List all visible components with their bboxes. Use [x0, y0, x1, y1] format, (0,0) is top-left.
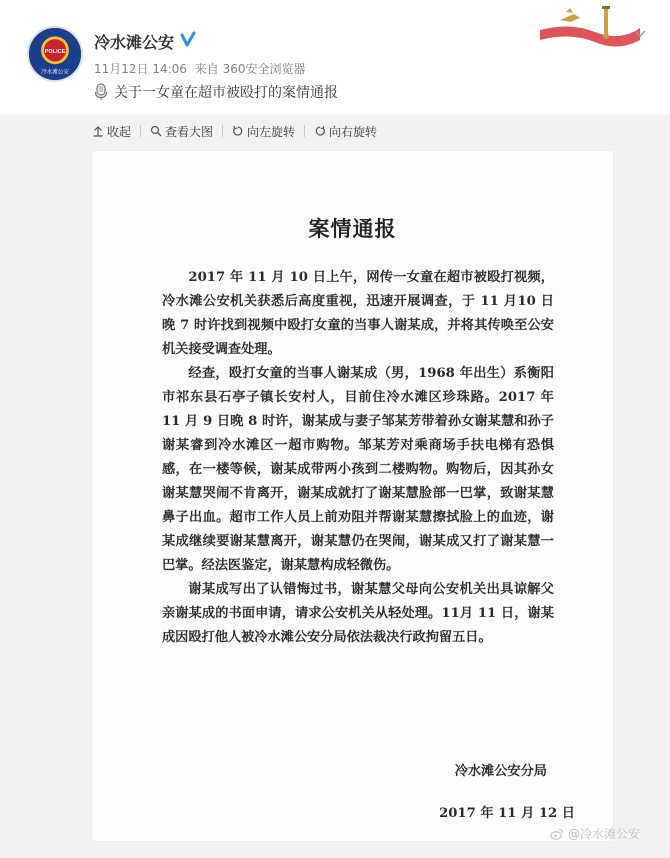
document-paragraph: 2017 年 11 月 10 日上午，网传一女童在超市被殴打视频，冷水滩公安机关获悉后高度重视，迅速开展调查，于 11 月10 日晚 7 时许找到视频中殴打女童的当事人谢某成，并将其传唤至公安机关接受调查处理。 [162, 270, 554, 357]
toolbar-divider [140, 125, 141, 137]
document-paragraph: 谢某成写出了认错悔过书，谢某慧父母向公安机关出具谅解父亲谢某成的书面申请，请求公安机关从轻处理。11月 11 日，谢某成因殴打他人被冷水滩公安分局依法裁决行政拘留五日。 [162, 582, 554, 645]
magnifier-icon [150, 125, 162, 137]
rotate-left-button[interactable] [232, 123, 295, 140]
document-paragraph: 经查，殴打女童的当事人谢某成（男，1968 年出生）系衡阳市祁东县石亭子镇长安村人，目前住冷水滩区珍珠路。2017 年 11 月 9 日晚 8 时许，谢某成与妻子邹某芳带着孙女谢某慧和孙子谢某睿到冷水滩区一超市购物。邹某芳对乘商场手扶电梯有恐惧感，在一楼等候，谢某成带两小孩到二楼购物。购物后，因其孙女谢某慧哭闹不肯离开，谢某成就打了谢某慧脸部一巴掌，致谢某慧鼻子出血。超市工作人员上前劝阻并帮谢某慧擦拭脸上的血迹，谢某成继续要谢某慧离开，谢某慧仍在哭闹，谢某成又打了谢某慧一巴掌。经法医鉴定，谢某慧构成轻微伤。 [162, 366, 554, 573]
signature-organization: 冷水滩公安分局 [454, 764, 547, 779]
avatar[interactable] [27, 26, 83, 82]
toolbar-divider [304, 125, 305, 137]
police-badge-icon [29, 28, 81, 80]
notice-document-image[interactable] [92, 151, 613, 841]
watermark [550, 825, 640, 842]
collapse-arrow-icon [92, 125, 104, 137]
collapse-button[interactable] [92, 123, 131, 140]
microphone-icon [94, 83, 108, 101]
image-toolbar [92, 122, 377, 140]
signature-date: 2017 年 11 月 12 日 [439, 806, 575, 821]
view-large-button[interactable] [150, 123, 213, 140]
post-headline [94, 82, 338, 102]
post-meta [94, 60, 310, 77]
document-body [162, 266, 554, 650]
watermark-text: @冷水滩公安 [568, 827, 641, 841]
post-source[interactable]: 来自 360安全浏览器 [194, 62, 306, 76]
rotate-left-label: 向左旋转 [247, 124, 296, 139]
weibo-logo-icon [550, 827, 564, 841]
collapse-label: 收起 [107, 124, 132, 139]
view-large-label: 查看大图 [165, 124, 214, 139]
post-date[interactable]: 11月12日 14:06 [94, 62, 187, 76]
avatar-badge-text: POLICE [44, 49, 66, 56]
username[interactable]: 冷水滩公安 [94, 33, 175, 52]
rotate-right-icon [314, 125, 326, 137]
toolbar-divider [222, 125, 223, 137]
rotate-left-icon [232, 125, 244, 137]
chevron-down-icon[interactable] [632, 25, 648, 41]
headline-text: 关于一女童在超市被殴打的案情通报 [114, 85, 338, 101]
rotate-right-label: 向右旋转 [329, 124, 378, 139]
rotate-right-button[interactable] [314, 123, 377, 140]
verified-icon [180, 31, 196, 47]
avatar-caption: 冷水滩公安 [41, 69, 69, 76]
document-title: 案情通报 [308, 216, 397, 241]
decorative-banner-icon [540, 0, 640, 52]
